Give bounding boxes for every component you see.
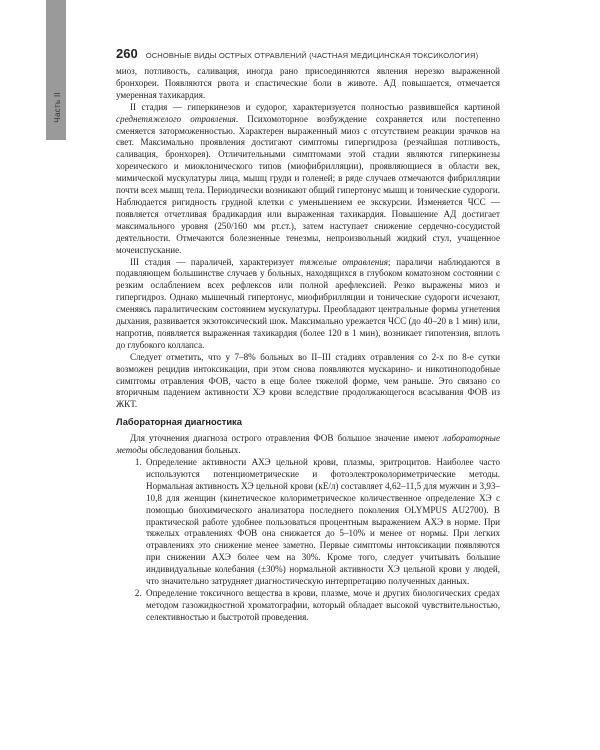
part-label: Часть II (53, 92, 62, 123)
list-item: 2. Определение токсичного вещества в крови, плазме, моче и других биологических средах методом газожидкостной хроматографии, который обладает высокой чувствительностью, селективностью и быстротой проведения. (144, 588, 500, 624)
emphasis: лабораторные методы (116, 433, 500, 456)
emphasis: тяжелые отравления (299, 256, 389, 267)
paragraph: миоз, потливость, саливация, иногда рано присоединяются явления нерезко выраженной бронхореи. Появляются рвота и спастические боли в животе. АД повышается, отмечается умеренная тахикардия. (116, 66, 500, 100)
body-text (116, 66, 500, 624)
text-span: обследования больных. (147, 445, 241, 456)
text-span: ; параличи наблюдаются в подавляющем большинстве случаев у больных, находящихся в глубоком коматозном состоянии с резким ослаблением всех рефлексов или полной арефлексией. Резко выражены миоз и гипергидроз. Однако мышечный гипертонус, миофибрилляции и тонические судороги исчезают, сменяясь паралитическим состоянием мускулатуры. Преобладают центральные формы угнетения дыхания, развивается экзотоксический шок. Максимально урежается ЧСС (до 40–20 в 1 мин) или, напротив, появляется выраженная тахикардия (более 120 в 1 мин), возникает гипотензия, вплоть до глубокого коллапса. (116, 256, 500, 350)
emphasis: среднетяжелого отравления (116, 113, 236, 124)
paragraph: Следует отметить, что у 7–8% больных во II–III стадиях отравления со 2-х по 8-е сутки возможен рецидив интоксикации, при этом снова появляются мускарино- и никотиноподобные симптомы отравления ФОВ, часто в еще более тяжелой форме, чем раньше. Это связано со вторичным падением активности ХЭ крови вследствие продолжающегося всасывания ФОВ из ЖКТ. (116, 351, 500, 410)
paragraph (116, 102, 500, 257)
text-span: Для уточнения диагноза острого отравления ФОВ большое значение имеют (130, 433, 443, 444)
running-head: ОСНОВНЫЕ ВИДЫ ОСТРЫХ ОТРАВЛЕНИЙ (ЧАСТНАЯ МЕДИЦИНСКАЯ ТОКСИКОЛОГИЯ) (145, 51, 479, 60)
list-item: 1. Определение активности АХЭ цельной крови, плазмы, эритроцитов. Наиболее часто используются потенциометрические и фотоэлектроколориметрические методы. Нормальная активность ХЭ цельной крови (кЕ/л) составляет 4,62–11,5 для мужчин и 3,93–10,8 для женщин (кинетическое колориметрическое количественное определение ХЭ с помощью биохимического анализатора последнего поколения OLYMPUS AU2700). В практической работе удобнее пользоваться процентным выражением АХЭ в норме. При тяжелых отравлениях ФОВ она снижается до 5–10% и менее от нормы. При легких отравлениях это снижение менее заметно. Первые симптомы интоксикации появляются при снижении АХЭ более чем на 30%. Кроме того, следует учитывать большие индивидуальные колебания (±30%) нормальной активности ХЭ цельной крови у людей, что значительно затрудняет диагностическую интерпретацию полученных данных. (144, 457, 500, 588)
section-heading: Лабораторная диагностика (116, 417, 242, 428)
page-header (116, 46, 504, 61)
text-span: . Психомоторное возбуждение сохраняется или постепенно сменяется заторможенностью. Характерен выраженный миоз с отсутствием реакции зрачков на свет. Максимально проявления достигают симптомы гипергидроза (резчайшая потливость, саливация, бронхорея). Отличительными симптомами этой стадии являются гиперкинезы хореического и миоклонического типов (миофибрилляции), проявляющиеся в области век, мимической мускулатуры лица, мышц груди и голеней; в ряде случаев отмечаются фибрилляции почти всех мышц тела. Периодически возникают общий гипертонус мышц и тонические судороги. Наблюдается ригидность грудной клетки с уменьшением ее экскурсии. Изменяется ЧСС — появляется отчетливая брадикардия или выраженная тахикардия. Повышение АД достигает максимального уровня (250/160 мм рт.ст.), затем наступает снижение сердечно-сосудистой деятельности. Отмечаются болезненные тенезмы, непроизвольный жидкий стул, учащенное мочеиспускание. (116, 113, 500, 255)
numbered-list (116, 457, 500, 624)
text-span: III стадия — параличей, характеризует (130, 256, 300, 267)
paragraph (116, 433, 500, 457)
page-number: 260 (116, 46, 138, 61)
text-span: II стадия — гиперкинезов и судорог, характеризуется полностью развившейся картиной (130, 101, 500, 112)
paragraph (116, 257, 500, 352)
